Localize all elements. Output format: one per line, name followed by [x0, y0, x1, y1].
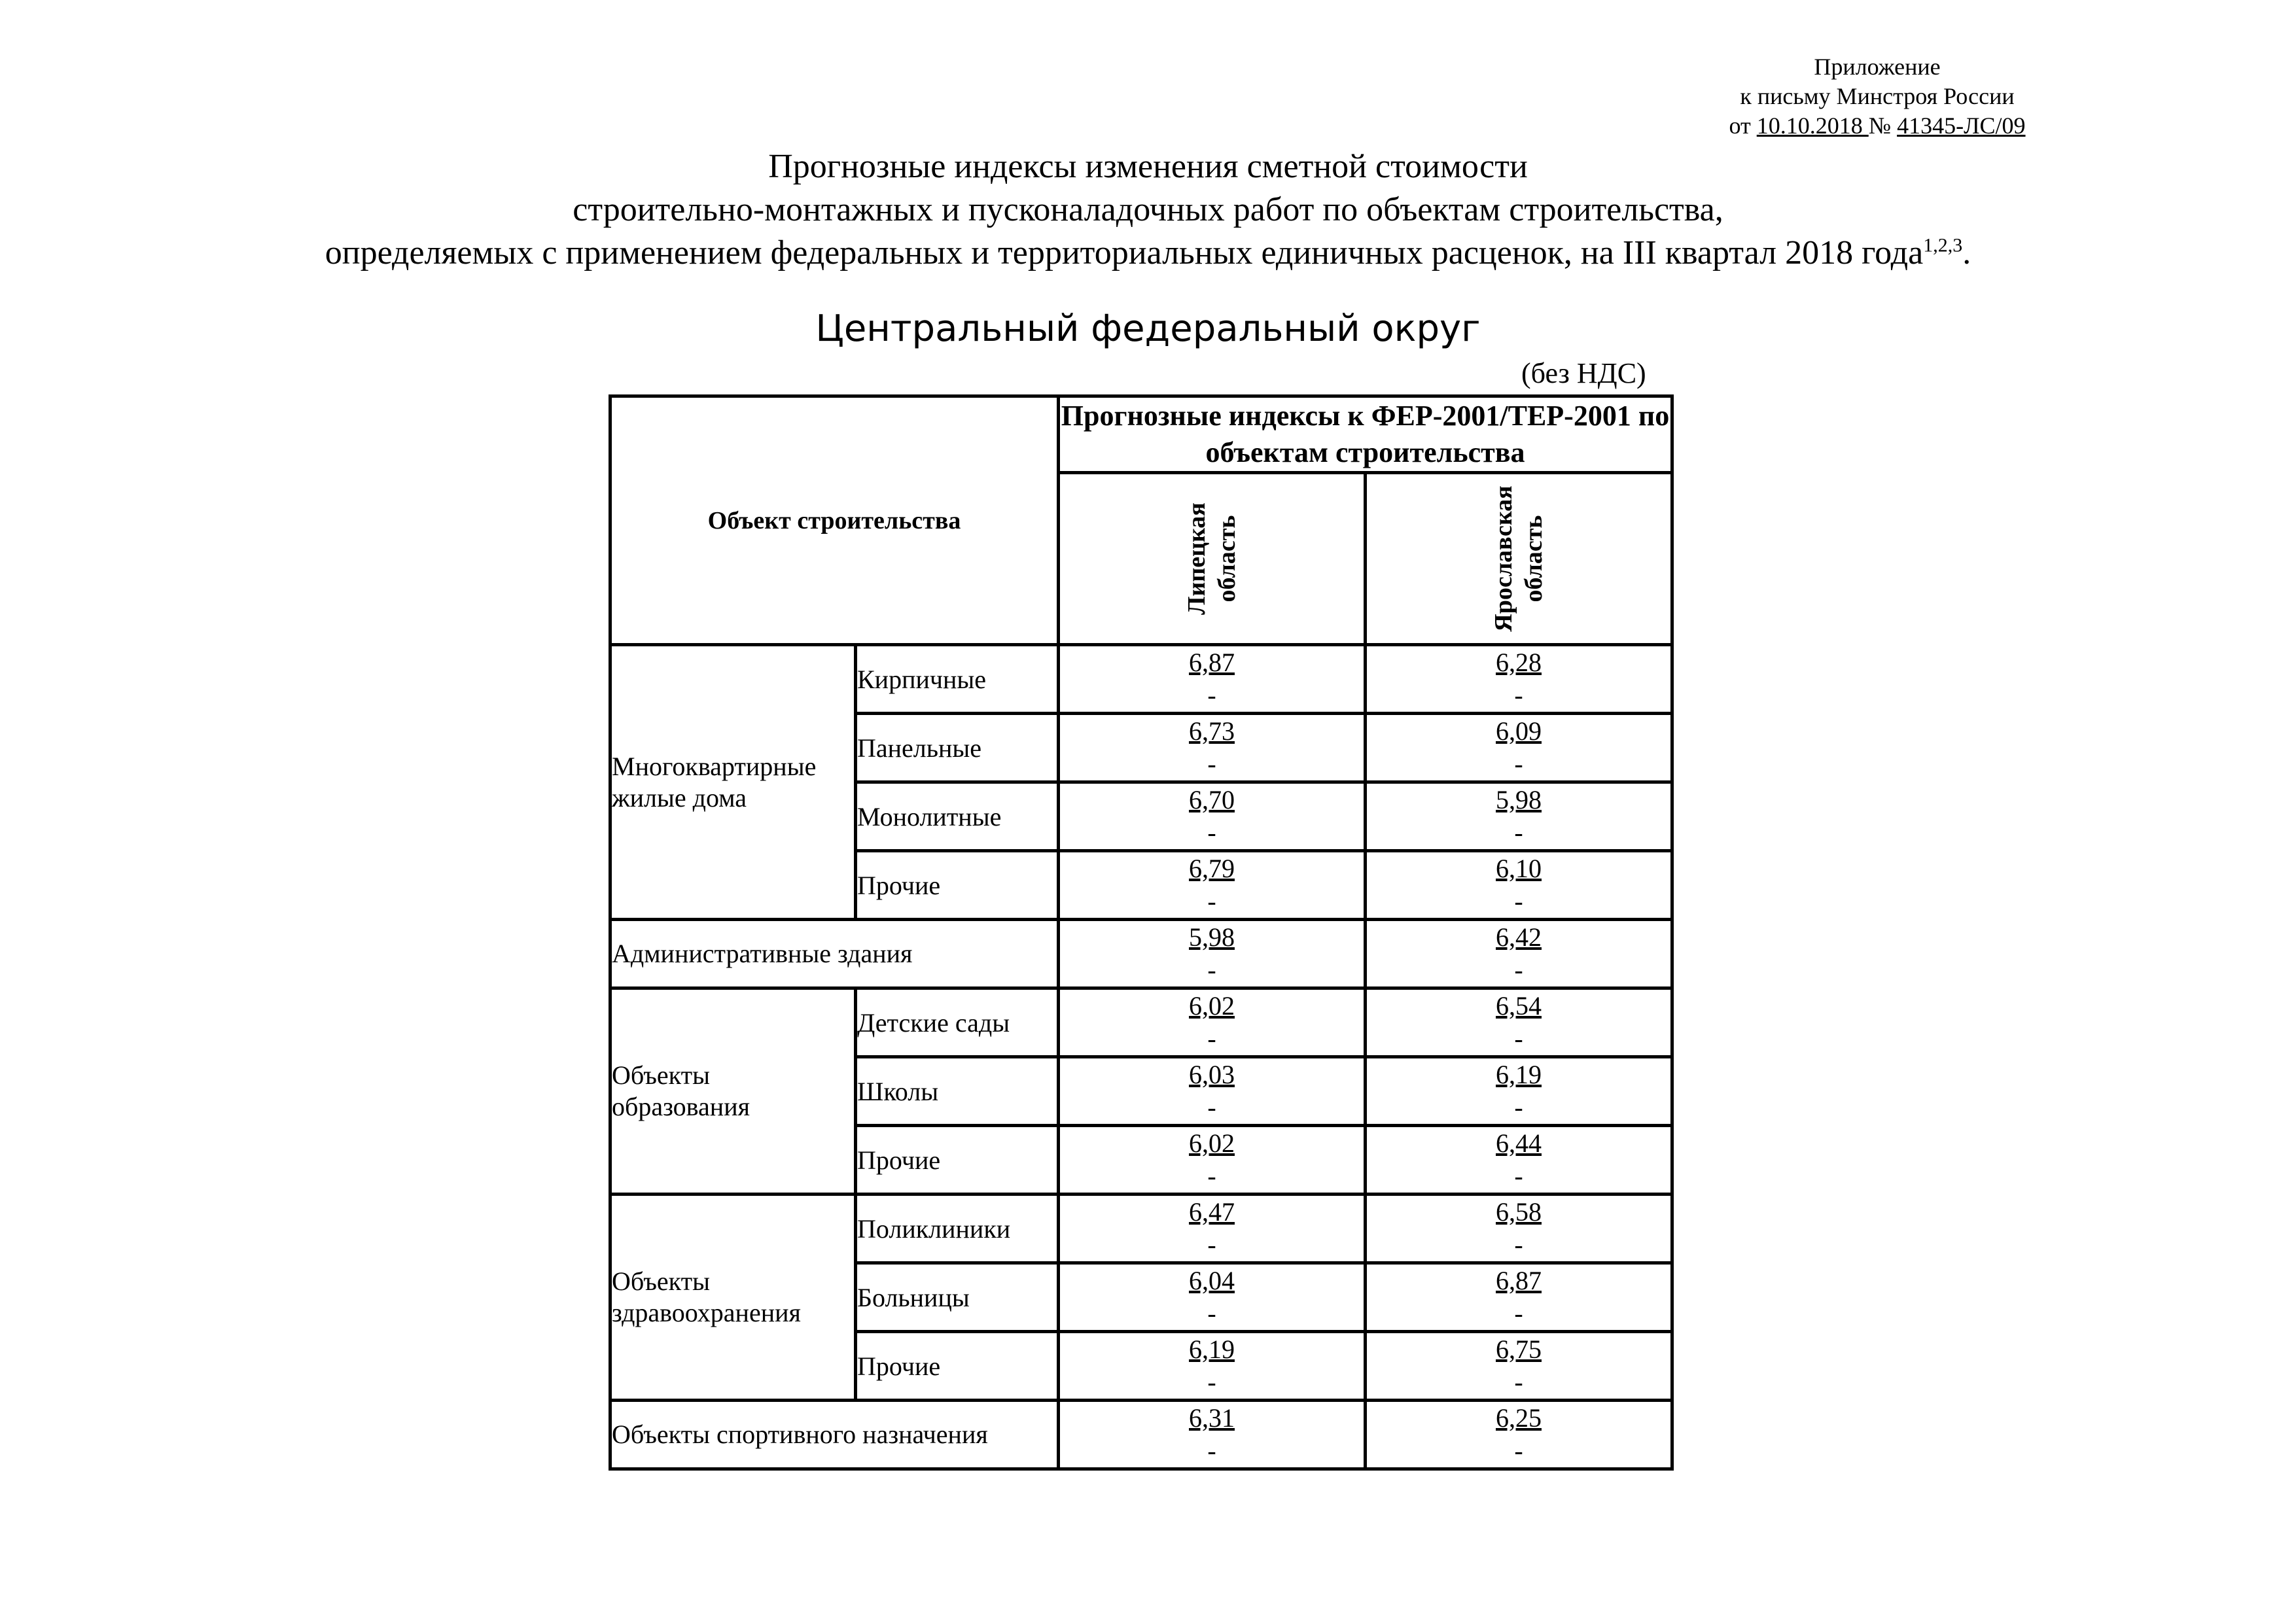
index-sub: -	[1514, 1367, 1523, 1397]
row-label: Кирпичные	[856, 645, 1059, 714]
index-value: 6,02	[1189, 1128, 1235, 1158]
row-label: Поликлиники	[856, 1195, 1059, 1263]
value-cell	[1366, 1057, 1672, 1126]
index-sub: -	[1207, 886, 1216, 916]
category-education: Объекты образования	[610, 988, 856, 1195]
index-sub: -	[1207, 1161, 1216, 1191]
attachment-date-line	[1648, 111, 2106, 141]
title-end: .	[1962, 234, 1971, 271]
index-value: 6,87	[1189, 648, 1235, 677]
index-sub: -	[1514, 1230, 1523, 1259]
value-cell	[1059, 1401, 1366, 1469]
region-type: область	[1213, 515, 1241, 602]
title-line-3	[0, 232, 2296, 275]
row-label: Больницы	[856, 1263, 1059, 1332]
table-row	[610, 920, 1672, 988]
row-label: Детские сады	[856, 988, 1059, 1057]
table-row	[610, 1195, 1672, 1263]
table-row	[610, 1401, 1672, 1469]
index-sub: -	[1207, 680, 1216, 710]
index-value: 6,09	[1496, 716, 1542, 746]
value-cell	[1059, 782, 1366, 851]
index-sub: -	[1207, 1299, 1216, 1328]
index-sub: -	[1514, 1092, 1523, 1122]
index-sub: -	[1514, 1299, 1523, 1328]
index-value: 6,70	[1189, 785, 1235, 814]
index-value: 6,19	[1189, 1335, 1235, 1364]
index-value: 5,98	[1189, 922, 1235, 952]
attachment-number-sign: №	[1868, 113, 1898, 139]
attachment-date: 10.10.2018	[1756, 113, 1869, 139]
row-label: Прочие	[856, 1126, 1059, 1195]
index-sub: -	[1207, 749, 1216, 778]
district-heading: Центральный федеральный округ	[815, 307, 1481, 350]
table-row	[610, 988, 1672, 1057]
attachment-letter-ref: к письму Минстроя России	[1740, 83, 2015, 109]
index-value: 6,31	[1189, 1403, 1235, 1433]
index-value: 6,02	[1189, 991, 1235, 1021]
header-region-yaroslavl	[1366, 473, 1672, 645]
value-cell	[1059, 1263, 1366, 1332]
attachment-number: 41345-ЛС/09	[1897, 113, 2026, 139]
index-table	[609, 394, 1674, 1471]
index-sub: -	[1514, 1024, 1523, 1053]
index-sub: -	[1207, 1230, 1216, 1259]
row-label: Прочие	[856, 1332, 1059, 1401]
index-value: 6,73	[1189, 716, 1235, 746]
index-value: 6,44	[1496, 1128, 1542, 1158]
value-cell	[1059, 714, 1366, 782]
row-label: Панельные	[856, 714, 1059, 782]
index-value: 6,04	[1189, 1266, 1235, 1295]
value-cell	[1366, 988, 1672, 1057]
index-value: 6,42	[1496, 922, 1542, 952]
header-group: Прогнозные индексы к ФЕР-2001/ТЕР-2001 по объектам строительства	[1059, 396, 1672, 473]
index-value: 6,25	[1496, 1403, 1542, 1433]
index-sub: -	[1207, 955, 1216, 985]
index-value: 6,58	[1496, 1197, 1542, 1227]
index-sub: -	[1207, 1024, 1216, 1053]
attachment-note	[1648, 52, 2106, 141]
value-cell	[1366, 1332, 1672, 1401]
row-label: Объекты спортивного назначения	[610, 1401, 1059, 1469]
index-sub: -	[1514, 886, 1523, 916]
title-line-1: Прогнозные индексы изменения сметной стоимости	[768, 148, 1528, 185]
index-sub: -	[1207, 818, 1216, 847]
header-region-lipetsk	[1059, 473, 1366, 645]
category-residential: Многоквартирные жилые дома	[610, 645, 856, 920]
value-cell	[1366, 1401, 1672, 1469]
index-sub: -	[1207, 1436, 1216, 1465]
value-cell	[1366, 1263, 1672, 1332]
index-value: 6,19	[1496, 1060, 1542, 1089]
region-type: область	[1520, 515, 1547, 602]
value-cell	[1059, 920, 1366, 988]
value-cell	[1059, 1057, 1366, 1126]
index-value: 5,98	[1496, 785, 1542, 814]
category-health: Объекты здравоохранения	[610, 1195, 856, 1401]
value-cell	[1366, 1126, 1672, 1195]
index-sub: -	[1514, 749, 1523, 778]
index-value: 6,79	[1189, 854, 1235, 883]
value-cell	[1059, 1126, 1366, 1195]
value-cell	[1366, 851, 1672, 920]
row-label: Школы	[856, 1057, 1059, 1126]
value-cell	[1366, 645, 1672, 714]
footnote-refs: 1,2,3	[1923, 234, 1963, 256]
row-label: Административные здания	[610, 920, 1059, 988]
index-value: 6,87	[1496, 1266, 1542, 1295]
index-value: 6,03	[1189, 1060, 1235, 1089]
title-line-3-text: определяемых с применением федеральных и территориальных единичных расценок, на III квартал 2018 года	[325, 234, 1924, 271]
index-value: 6,75	[1496, 1335, 1542, 1364]
index-sub: -	[1514, 1436, 1523, 1465]
header-object: Объект строительства	[610, 396, 1059, 645]
index-sub: -	[1514, 955, 1523, 985]
attachment-label: Приложение	[1814, 54, 1941, 80]
vat-note: (без НДС)	[1521, 357, 1646, 389]
index-sub: -	[1514, 818, 1523, 847]
value-cell	[1059, 988, 1366, 1057]
region-label	[1182, 502, 1242, 615]
index-sub: -	[1207, 1367, 1216, 1397]
region-label	[1489, 485, 1549, 632]
value-cell	[1059, 1195, 1366, 1263]
attachment-prefix: от	[1729, 113, 1757, 139]
value-cell	[1366, 714, 1672, 782]
region-name: Ярославская	[1490, 485, 1517, 632]
value-cell	[1059, 851, 1366, 920]
index-value: 6,28	[1496, 648, 1542, 677]
row-label: Прочие	[856, 851, 1059, 920]
title-line-2: строительно-монтажных и пусконаладочных работ по объектам строительства,	[573, 191, 1723, 228]
value-cell	[1059, 1332, 1366, 1401]
index-sub: -	[1207, 1092, 1216, 1122]
row-label: Монолитные	[856, 782, 1059, 851]
index-value: 6,10	[1496, 854, 1542, 883]
index-sub: -	[1514, 680, 1523, 710]
index-sub: -	[1514, 1161, 1523, 1191]
value-cell	[1366, 920, 1672, 988]
header-row	[610, 396, 1672, 473]
value-cell	[1059, 645, 1366, 714]
index-value: 6,54	[1496, 991, 1542, 1021]
document-title	[0, 145, 2296, 275]
table-row	[610, 645, 1672, 714]
value-cell	[1366, 782, 1672, 851]
index-value: 6,47	[1189, 1197, 1235, 1227]
value-cell	[1366, 1195, 1672, 1263]
region-name: Липецкая	[1183, 502, 1210, 615]
